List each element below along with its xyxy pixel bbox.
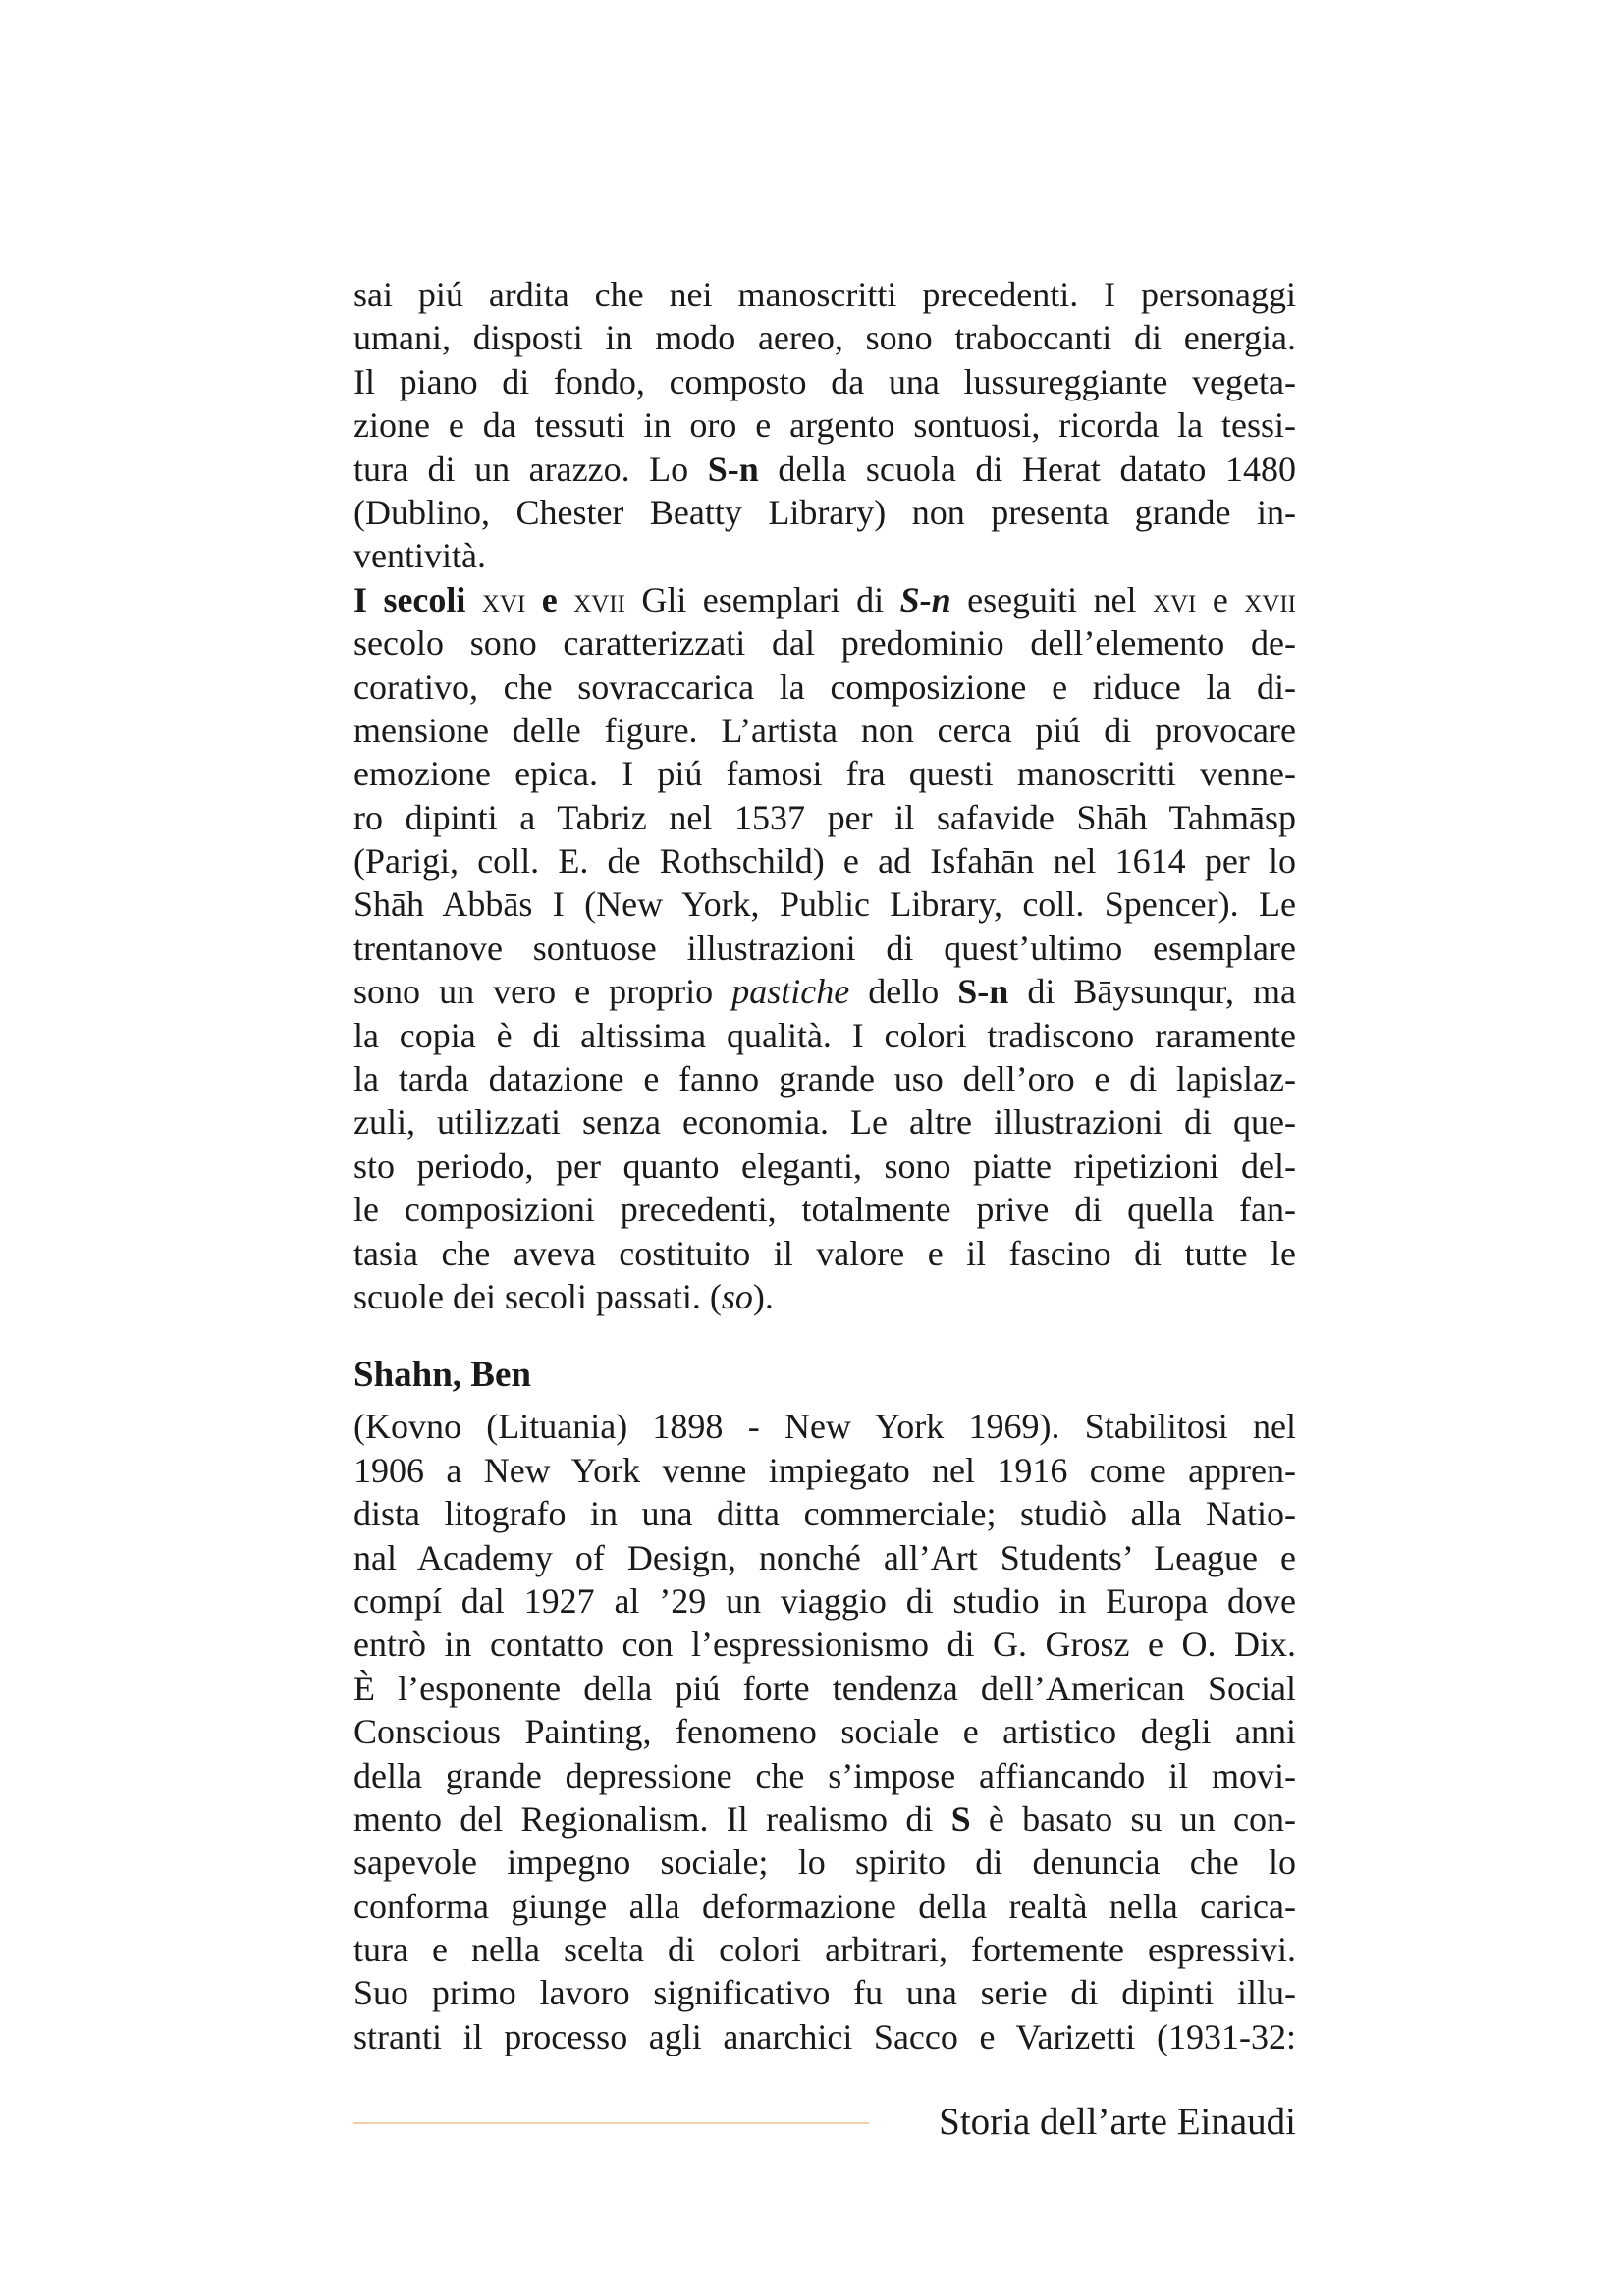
paragraph-continuation (353, 273, 1296, 578)
text-line: zuli, utilizzati senza economia. Le altre illustrazioni di que- (353, 1102, 1296, 1143)
text-line: umani, disposti in modo aereo, sono traboccanti di energia. (353, 318, 1296, 358)
text-line: sapevole impegno sociale; lo spirito di denuncia che lo (353, 1842, 1296, 1883)
text-line: sto periodo, per quanto eleganti, sono piatte ripetizioni del- (353, 1146, 1296, 1186)
text-line: ro dipinti a Tabriz nel 1537 per il safavide Shāh Tahmāsp (353, 797, 1296, 837)
text-line: (Dublino, Chester Beatty Library) non presenta grande in- (353, 492, 1296, 532)
abbrev-sn: S-n (899, 579, 951, 619)
text-line: trentanove sontuose illustrazioni di quest’ultimo esemplare (353, 928, 1296, 968)
footer-title: Storia dell’arte Einaudi (939, 2101, 1296, 2143)
text-line: compí dal 1927 al ’29 un viaggio di studio in Europa dove (353, 1580, 1296, 1621)
text-line: È l’esponente della piú forte tendenza dell’American Social (353, 1668, 1296, 1708)
text-line: Suo primo lavoro significativo fu una serie di dipinti illu- (353, 1973, 1296, 2013)
abbrev-s: S (950, 1798, 971, 1839)
entry-heading: Shahn, Ben (353, 1355, 531, 1396)
text-line: Conscious Painting, fenomeno sociale e artistico degli anni (353, 1712, 1296, 1752)
text-line: la tarda datazione e fanno grande uso dell’oro e di lapislaz- (353, 1059, 1296, 1099)
text-line: emozione epica. I piú famosi fra questi manoscritti venne- (353, 754, 1296, 794)
text-line: tura di un arazzo. Lo S-n della scuola di Herat datato 1480 (353, 449, 1296, 489)
text-line: ventività. (353, 536, 486, 576)
text-line: mensione delle figure. L’artista non cerca piú di provocare (353, 710, 1296, 750)
text-line: tasia che aveva costituito il valore e il fascino di tutte le (353, 1233, 1296, 1273)
text-line: Il piano di fondo, composto da una lussureggiante vegeta- (353, 361, 1296, 401)
footer-rule (353, 2122, 869, 2124)
text-line: I secoli xvi e xvii Gli esemplari di S-n eseguiti nel xvi e xvii (353, 579, 1296, 619)
text-line: nal Academy of Design, nonché all’Art Students’ League e (353, 1537, 1296, 1577)
page-body (353, 273, 1296, 2058)
text-line: la copia è di altissima qualità. I colori tradiscono raramente (353, 1015, 1296, 1055)
abbrev-sn: S-n (957, 972, 1009, 1012)
paragraph-secoli (353, 578, 1296, 1319)
text-line: secolo sono caratterizzati dal predominio dell’elemento de- (353, 623, 1296, 664)
text-line: (Parigi, coll. E. de Rothschild) e ad Isfahān nel 1614 per lo (353, 841, 1296, 881)
text-line: 1906 a New York venne impiegato nel 1916 come appren- (353, 1450, 1296, 1490)
text-line: (Kovno (Lituania) 1898 - New York 1969). Stabilitosi nel (353, 1407, 1296, 1447)
text-line: della grande depressione che s’impose affiancando il movi- (353, 1755, 1296, 1795)
text-line: zione e da tessuti in oro e argento sontuosi, ricorda la tessi- (353, 405, 1296, 446)
text-line: conforma giunge alla deformazione della realtà nella carica- (353, 1886, 1296, 1926)
text-line: Shāh Abbās I (New York, Public Library, coll. Spencer). Le (353, 884, 1296, 925)
abbrev-sn: S-n (707, 449, 759, 489)
text-line: corativo, che sovraccarica la composizione e riduce la di- (353, 667, 1296, 707)
text-line: sono un vero e proprio pastiche dello S-n di Bāysunqur, ma (353, 972, 1297, 1012)
text-line: dista litografo in una ditta commerciale; studiò alla Natio- (353, 1494, 1296, 1534)
text-line: tura e nella scelta di colori arbitrari, fortemente espressivi. (353, 1930, 1296, 1970)
section-lead: I secoli xvi e xvii (353, 579, 625, 619)
page-footer (353, 2099, 1296, 2148)
text-line: stranti il processo agli anarchici Sacco e Varizetti (1931-32: (353, 2016, 1296, 2056)
text-line: sai piú ardita che nei manoscritti precedenti. I personaggi (353, 275, 1296, 314)
text-line: mento del Regionalism. Il realismo di S è basato su un con- (353, 1798, 1296, 1839)
text-line: le composizioni precedenti, totalmente prive di quella fan- (353, 1190, 1296, 1230)
text-line: scuole dei secoli passati. (so). (353, 1276, 774, 1316)
text-line: entrò in contatto con l’espressionismo di G. Grosz e O. Dix. (353, 1625, 1296, 1665)
paragraph-shahn (353, 1405, 1296, 2058)
